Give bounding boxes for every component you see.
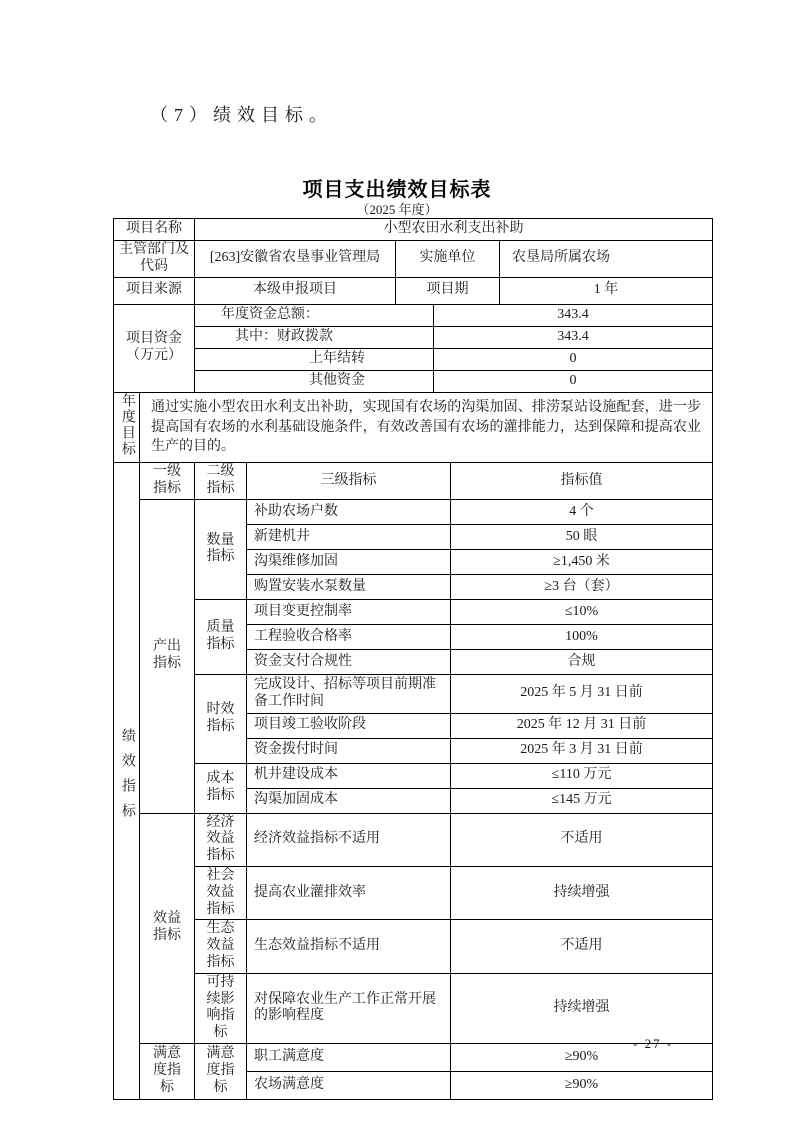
- indicator-value: 50 眼: [451, 524, 713, 549]
- funds-label: 项目资金（万元）: [114, 304, 195, 392]
- table-row: [114, 920, 713, 973]
- indicator-name: 职工满意度: [247, 1043, 451, 1071]
- level2-sustainability: 可持续影响指标: [195, 973, 247, 1043]
- level2-cost: 成本指标: [195, 763, 247, 813]
- indicator-name: 对保障农业生产工作正常开展的影响程度: [247, 973, 451, 1043]
- funds-carryover-value: 0: [434, 348, 713, 370]
- indicator-value: 2025 年 12 月 31 日前: [451, 713, 713, 738]
- table-row: [114, 392, 713, 463]
- level2-quantity: 数量指标: [195, 499, 247, 599]
- indicator-value: ≥1,450 米: [451, 549, 713, 574]
- indicator-name: 机井建设成本: [247, 763, 451, 788]
- indicator-name: 购置安装水泵数量: [247, 574, 451, 599]
- funds-total-value: 343.4: [434, 304, 713, 326]
- perf-side-label: 绩效指标: [114, 463, 140, 1100]
- indicator-value: 合规: [451, 649, 713, 674]
- funds-other-label: 其他资金: [195, 370, 434, 392]
- funds-fiscal-value: 343.4: [434, 326, 713, 348]
- section-heading: （7）绩效目标。: [150, 105, 333, 125]
- source-value: 本级申报项目: [195, 277, 396, 304]
- indicator-name: 资金支付合规性: [247, 649, 451, 674]
- table-row: [114, 277, 713, 304]
- indicator-value: ≥3 台（套）: [451, 574, 713, 599]
- table-row: [114, 499, 713, 524]
- table-row: [114, 463, 713, 500]
- indicator-name: 工程验收合格率: [247, 624, 451, 649]
- dept-label: 主管部门及代码: [114, 241, 195, 278]
- table-row: [114, 370, 713, 392]
- indicator-value: ≤10%: [451, 599, 713, 624]
- period-value: 1 年: [500, 277, 713, 304]
- table-row: [114, 326, 713, 348]
- indicator-value: 持续增强: [451, 973, 713, 1043]
- impl-unit-label: 实施单位: [396, 241, 500, 278]
- indicator-value: 100%: [451, 624, 713, 649]
- page-number: - 27 -: [633, 1036, 674, 1051]
- indicator-value: 不适用: [451, 920, 713, 973]
- table-row: [114, 304, 713, 326]
- header-level2: 二级指标: [195, 463, 247, 500]
- indicator-name: 生态效益指标不适用: [247, 920, 451, 973]
- indicator-name: 新建机井: [247, 524, 451, 549]
- indicator-value: 不适用: [451, 813, 713, 866]
- indicator-value: ≤110 万元: [451, 763, 713, 788]
- level1-benefit: 效益指标: [140, 813, 195, 1043]
- performance-target-table: [113, 218, 713, 1100]
- table-row: [114, 599, 713, 624]
- table-row: [114, 1043, 713, 1071]
- table-subtitle: （2025 年度）: [356, 202, 438, 217]
- level2-timeliness: 时效指标: [195, 674, 247, 763]
- funds-carryover-label: 上年结转: [195, 348, 434, 370]
- table-row: [114, 348, 713, 370]
- impl-unit-value: 农垦局所属农场: [500, 241, 713, 278]
- table-row: [114, 241, 713, 278]
- indicator-name: 项目变更控制率: [247, 599, 451, 624]
- header-level1: 一级指标: [140, 463, 195, 500]
- indicator-value: 2025 年 3 月 31 日前: [451, 738, 713, 763]
- indicator-value: ≥90%: [451, 1043, 713, 1071]
- annual-goal-label: 年度目标: [114, 392, 140, 463]
- table-row: [114, 219, 713, 241]
- dept-value: [263]安徽省农垦事业管理局: [195, 241, 396, 278]
- level2-economic: 经济效益指标: [195, 813, 247, 866]
- indicator-name: 提高农业灌排效率: [247, 866, 451, 919]
- annual-goal-text: 通过实施小型农田水利支出补助，实现国有农场的沟渠加固、排涝泵站设施配套，进一步提高国有农场的水利基础设施条件，有效改善国有农场的灌排能力，达到保障和提高农业生产的目的。: [140, 392, 713, 463]
- indicator-name: 沟渠维修加固: [247, 549, 451, 574]
- table-row: [114, 866, 713, 919]
- table-row: [114, 973, 713, 1043]
- period-label: 项目期: [396, 277, 500, 304]
- indicator-name: 经济效益指标不适用: [247, 813, 451, 866]
- level2-ecological: 生态效益指标: [195, 920, 247, 973]
- table-row: [114, 763, 713, 788]
- indicator-value: 持续增强: [451, 866, 713, 919]
- funds-total-label: 年度资金总额：: [195, 304, 434, 326]
- indicator-name: 项目竣工验收阶段: [247, 713, 451, 738]
- level1-satisfaction: 满意度指标: [140, 1043, 195, 1099]
- table-row: [114, 674, 713, 713]
- indicator-name: 沟渠加固成本: [247, 788, 451, 813]
- indicator-name: 完成设计、招标等项目前期准备工作时间: [247, 674, 451, 713]
- indicator-value: 4 个: [451, 499, 713, 524]
- indicator-value: ≥90%: [451, 1071, 713, 1099]
- indicator-name: 资金拨付时间: [247, 738, 451, 763]
- project-name-label: 项目名称: [114, 219, 195, 241]
- level2-satisfaction: 满意度指标: [195, 1043, 247, 1099]
- source-label: 项目来源: [114, 277, 195, 304]
- header-value: 指标值: [451, 463, 713, 500]
- table-row: [114, 813, 713, 866]
- level2-social: 社会效益指标: [195, 866, 247, 919]
- header-level3: 三级指标: [247, 463, 451, 500]
- level1-output: 产出指标: [140, 499, 195, 813]
- indicator-value: 2025 年 5 月 31 日前: [451, 674, 713, 713]
- funds-fiscal-label: 其中：财政拨款: [195, 326, 434, 348]
- project-name-value: 小型农田水利支出补助: [195, 219, 713, 241]
- indicator-value: ≤145 万元: [451, 788, 713, 813]
- level2-quality: 质量指标: [195, 599, 247, 674]
- indicator-name: 补助农场户数: [247, 499, 451, 524]
- funds-other-value: 0: [434, 370, 713, 392]
- table-title: 项目支出绩效目标表: [302, 179, 492, 201]
- indicator-name: 农场满意度: [247, 1071, 451, 1099]
